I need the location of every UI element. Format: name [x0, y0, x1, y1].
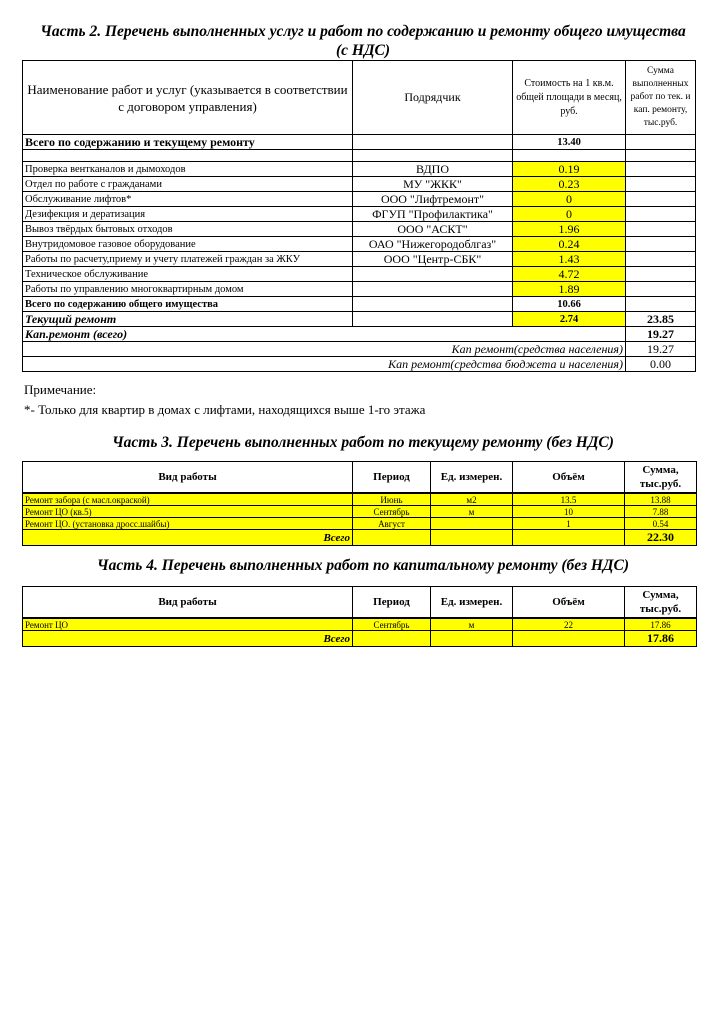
work-row [23, 506, 697, 518]
work-unit: м [431, 506, 513, 518]
cap-budget-sum: 0.00 [626, 357, 696, 372]
part3-rows [23, 493, 697, 530]
service-cost: 1.89 [513, 282, 626, 297]
header-sum: Сумма выполненных работ по тек. и кап. ремонту, тыс.руб. [626, 61, 696, 135]
service-row [23, 162, 696, 177]
service-contractor: ООО "Центр-СБК" [353, 252, 513, 267]
part3-table [22, 461, 697, 546]
work-unit: м [431, 618, 513, 631]
service-name: Внутридомовое газовое оборудование [23, 237, 353, 252]
service-row [23, 207, 696, 222]
service-sum [626, 252, 696, 267]
service-name: Отдел по работе с гражданами [23, 177, 353, 192]
part3-total-row [23, 530, 697, 546]
part3-total-sum: 22.30 [625, 530, 697, 546]
current-repair-cost: 2.74 [513, 312, 626, 327]
service-cost: 0 [513, 192, 626, 207]
work-sum: 0.54 [625, 518, 697, 530]
part3-header-row [23, 462, 697, 494]
service-sum [626, 222, 696, 237]
service-name: Техническое обслуживание [23, 267, 353, 282]
work-period: Сентябрь [353, 618, 431, 631]
current-repair-label: Текущий ремонт [23, 312, 353, 327]
work-name: Ремонт забора (с масл.окраской) [23, 493, 353, 506]
service-row [23, 222, 696, 237]
work-period: Сентябрь [353, 506, 431, 518]
cap-repair-row [23, 327, 696, 342]
service-row [23, 282, 696, 297]
note-title: Примечание: [24, 382, 97, 397]
part3-total-label: Всего [23, 530, 353, 546]
service-row [23, 192, 696, 207]
header-cost: Стоимость на 1 кв.м. общей площади в месяц, руб. [513, 61, 626, 135]
service-name: Проверка вентканалов и дымоходов [23, 162, 353, 177]
service-sum [626, 237, 696, 252]
part4-header-period: Период [353, 587, 431, 619]
service-name: Обслуживание лифтов* [23, 192, 353, 207]
work-volume: 10 [513, 506, 625, 518]
work-row [23, 493, 697, 506]
part4-header-unit: Ед. измерен. [431, 587, 513, 619]
service-contractor: ООО "АСКТ" [353, 222, 513, 237]
service-cost: 0.19 [513, 162, 626, 177]
service-name: Дезифекция и дератизация [23, 207, 353, 222]
cap-population-sum: 19.27 [626, 342, 696, 357]
part4-total-sum: 17.86 [625, 631, 697, 647]
work-name: Ремонт ЦО [23, 618, 353, 631]
work-volume: 1 [513, 518, 625, 530]
service-cost: 1.96 [513, 222, 626, 237]
service-name: Вывоз твёрдых бытовых отходов [23, 222, 353, 237]
service-cost: 4.72 [513, 267, 626, 282]
work-row [23, 618, 697, 631]
service-row [23, 252, 696, 267]
service-cost: 0 [513, 207, 626, 222]
work-sum: 13.88 [625, 493, 697, 506]
note-text: *- Только для квартир в домах с лифтами, находящихся выше 1-го этажа [24, 402, 426, 417]
part4-header-row [23, 587, 697, 619]
part4-header-volume: Объём [513, 587, 625, 619]
service-cost: 0.23 [513, 177, 626, 192]
service-name: Работы по управлению многоквартирным домом [23, 282, 353, 297]
part2-rows [23, 162, 696, 297]
service-contractor: ВДПО [353, 162, 513, 177]
service-cost: 0.24 [513, 237, 626, 252]
work-name: Ремонт ЦО. (установка дросс.шайбы) [23, 518, 353, 530]
work-period: Июнь [353, 493, 431, 506]
service-contractor: МУ "ЖКК" [353, 177, 513, 192]
header-name: Наименование работ и услуг (указывается в соответствии с договором управления) [23, 61, 353, 135]
service-contractor [353, 282, 513, 297]
work-name: Ремонт ЦО (кв.5) [23, 506, 353, 518]
total-maintenance-cost: 13.40 [513, 135, 626, 150]
part3-header-sum: Сумма, тыс.руб. [625, 462, 697, 494]
total-common-label: Всего по содержанию общего имущества [23, 297, 353, 312]
total-maintenance-label: Всего по содержанию и текущему ремонту [23, 135, 353, 150]
service-row [23, 267, 696, 282]
service-sum [626, 192, 696, 207]
service-contractor: ОАО "Нижегородоблгаз" [353, 237, 513, 252]
work-sum: 17.86 [625, 618, 697, 631]
service-row [23, 237, 696, 252]
cap-budget-label: Кап ремонт(средства бюджета и населения) [23, 357, 626, 372]
total-common-row [23, 297, 696, 312]
current-repair-row [23, 312, 696, 327]
service-row [23, 177, 696, 192]
part4-header-sum: Сумма, тыс.руб. [625, 587, 697, 619]
service-contractor: ФГУП "Профилактика" [353, 207, 513, 222]
part4-table [22, 586, 697, 647]
part4-total-row [23, 631, 697, 647]
service-contractor [353, 267, 513, 282]
part3-header-volume: Объём [513, 462, 625, 494]
service-cost: 1.43 [513, 252, 626, 267]
service-contractor: ООО "Лифтремонт" [353, 192, 513, 207]
part2-title-line2: (с НДС) [335, 42, 391, 59]
service-sum [626, 282, 696, 297]
work-unit: м2 [431, 493, 513, 506]
part3-title: Часть 3. Перечень выполненных работ по текущему ремонту (без НДС) [112, 434, 614, 451]
part4-rows [23, 618, 697, 631]
cap-population-row [23, 342, 696, 357]
service-sum [626, 267, 696, 282]
part2-title-line1: Часть 2. Перечень выполненных услуг и работ по содержанию и ремонту общего имущества [40, 23, 686, 40]
service-sum [626, 162, 696, 177]
cap-budget-row [23, 357, 696, 372]
work-period: Август [353, 518, 431, 530]
work-row [23, 518, 697, 530]
current-repair-sum: 23.85 [626, 312, 696, 327]
part4-title: Часть 4. Перечень выполненных работ по капитальному ремонту (без НДС) [96, 557, 630, 574]
work-sum: 7.88 [625, 506, 697, 518]
part4-header-work: Вид работы [23, 587, 353, 619]
work-volume: 13.5 [513, 493, 625, 506]
service-name: Работы по расчету,приему и учету платежей граждан за ЖКУ [23, 252, 353, 267]
cap-repair-label: Кап.ремонт (всего) [23, 327, 626, 342]
part3-header-work: Вид работы [23, 462, 353, 494]
part2-title [18, 22, 708, 60]
work-volume: 22 [513, 618, 625, 631]
part2-table [22, 60, 696, 372]
service-sum [626, 177, 696, 192]
part4-total-label: Всего [23, 631, 353, 647]
part3-header-unit: Ед. измерен. [431, 462, 513, 494]
work-unit [431, 518, 513, 530]
total-maintenance-row [23, 135, 696, 150]
cap-population-label: Кап ремонт(средства населения) [23, 342, 626, 357]
part3-header-period: Период [353, 462, 431, 494]
part2-header-row [23, 61, 696, 135]
total-common-cost: 10.66 [513, 297, 626, 312]
service-sum [626, 207, 696, 222]
cap-repair-sum: 19.27 [626, 327, 696, 342]
header-contractor: Подрядчик [353, 61, 513, 135]
